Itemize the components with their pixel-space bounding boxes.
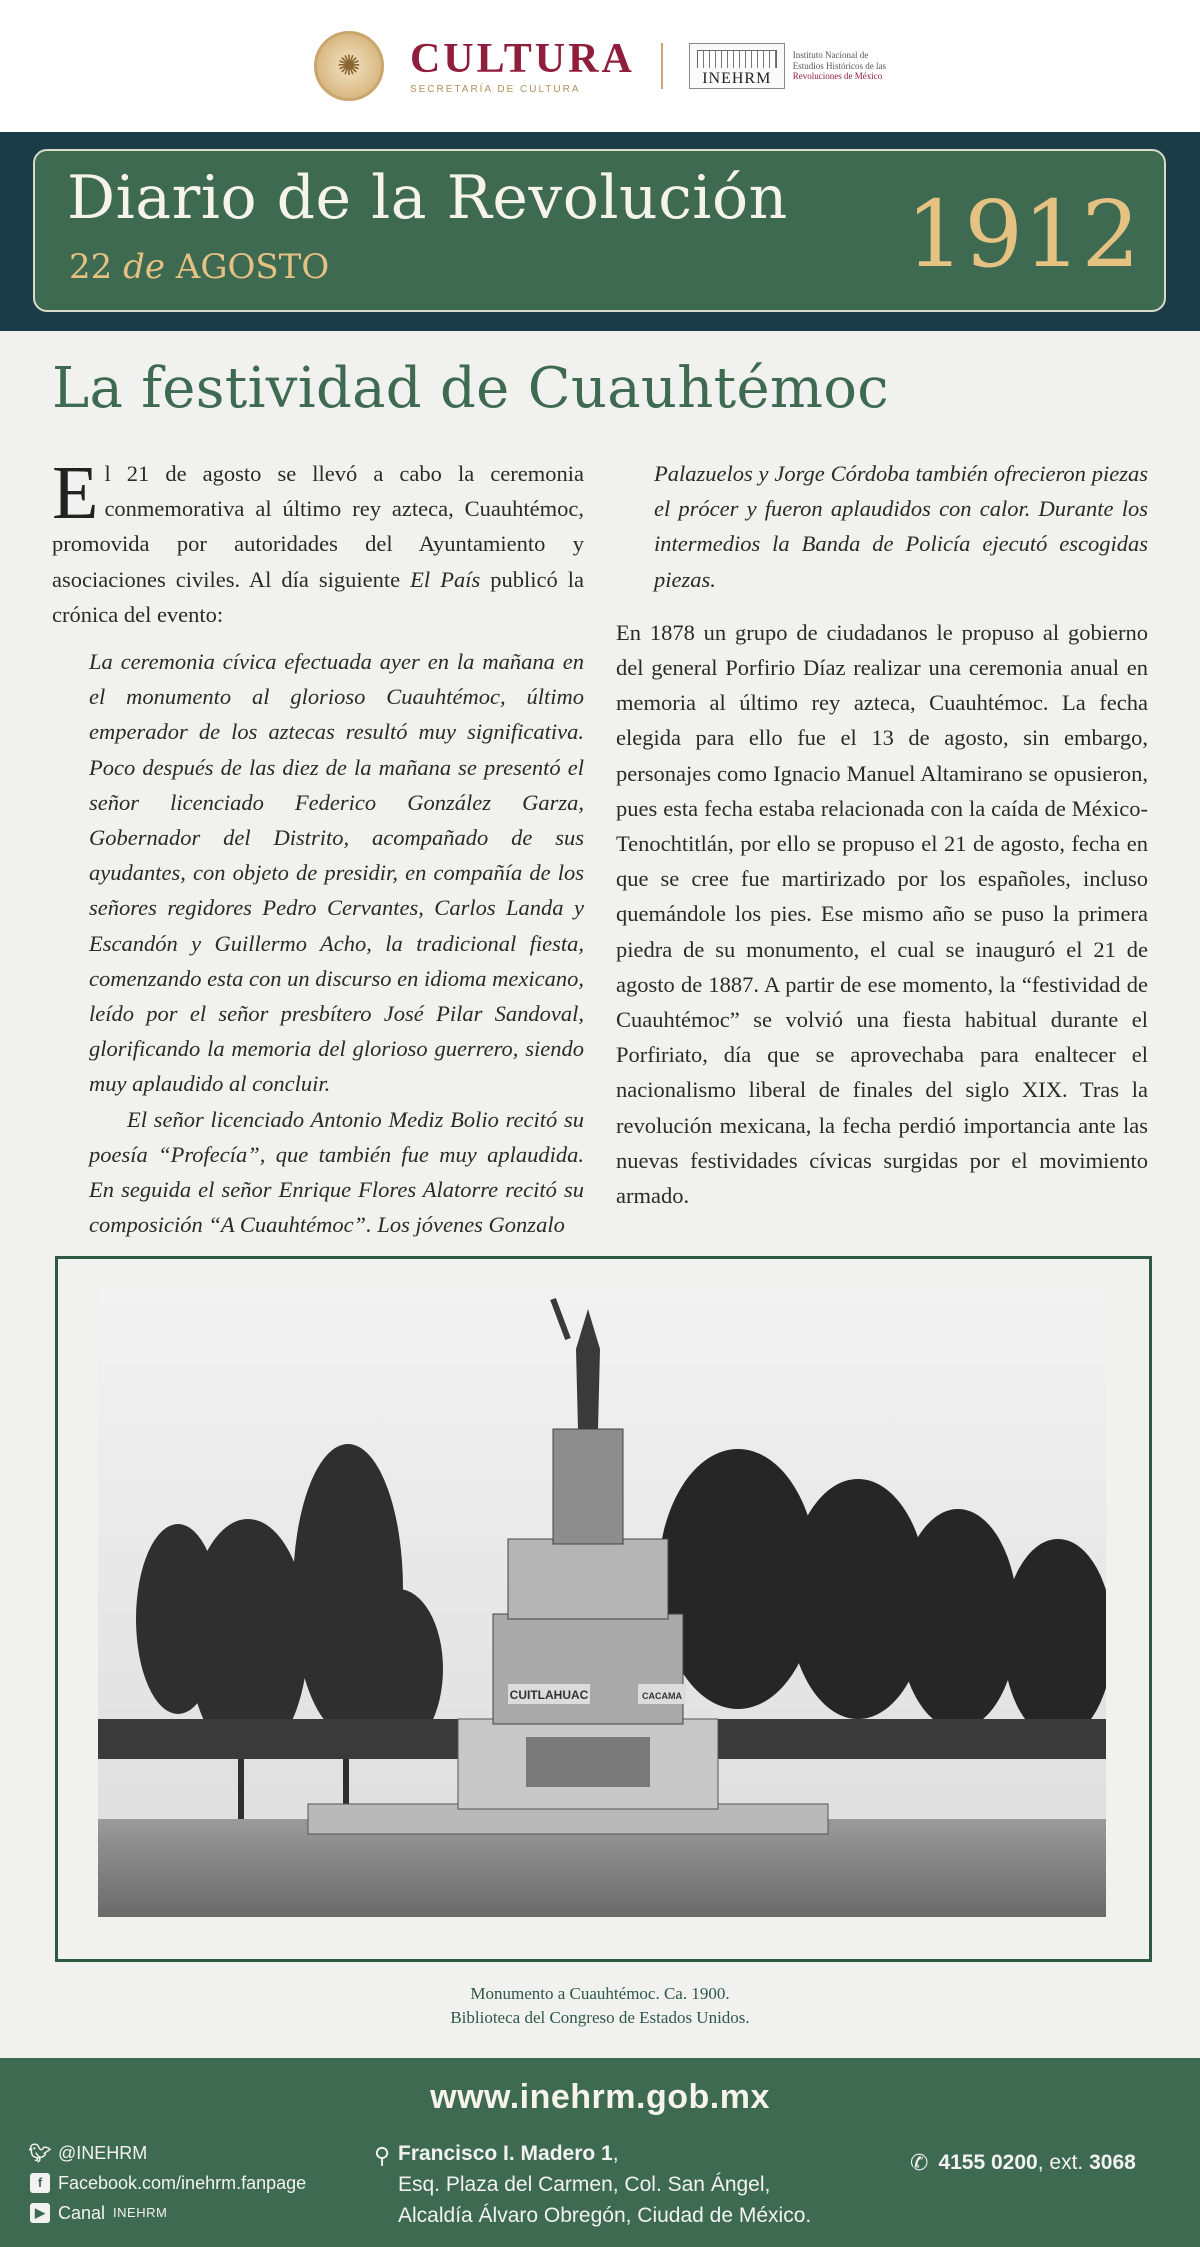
page-title: Diario de la Revolución [67,163,788,233]
logo-divider [661,43,663,89]
drop-cap: E [52,451,99,535]
quote-paragraph-1: La ceremonia cívica efectuada ayer en la mañana en el monumento al glorioso Cuauhtémoc, último emperador de los aztecas resultó muy significativa. Poco después de las diez de la mañana se presentó el señor licenciado Federico González Garza, Gobernador del Distrito, acompañado de sus ayudantes, con objeto de presidir, en compañía de los señores regidores Pedro Cervantes, Carlos Landa y Escandón y Guillermo Acho, la tradicional fiesta, comenzando esta con un discurso en idioma mexicano, leído por el señor presbítero José Pilar Sandoval, glorificando la memoria del glorioso guerrero, siendo muy aplaudido al concluir. [89,649,584,1097]
caption-line-2: Biblioteca del Congreso de Estados Unidos. [450,2008,750,2027]
facebook-link[interactable] [30,2168,306,2198]
social-links [30,2138,306,2228]
phone-icon: ✆ [910,2150,929,2175]
location-pin-icon: ⚲ [374,2143,391,2168]
inehrm-logo-text: INEHRM [702,70,772,88]
youtube-link[interactable] [30,2198,306,2228]
building-facade [697,50,777,68]
intro-text-2: publicó la crónica del evento: [52,566,584,627]
phone-number: 4155 0200 [938,2151,1038,2174]
article-column-right [616,456,1148,1213]
footer [0,2058,1200,2247]
phone-ext-label: , ext. [1037,2151,1084,2174]
intro-text-1: l 21 de agosto se llevó a cabo la ceremonia conmemorativa al último rey azteca, Cuauhtémoc, promovida por autoridades del Ayuntamiento y asociaciones civiles. Al día siguiente [52,461,584,592]
inehrm-desc-line: Revoluciones de México [792,71,883,82]
inehrm-desc-line: Estudios Históricos de las [792,60,887,71]
monument-photo [98,1289,1106,1917]
national-seal-icon: ✺ [314,31,384,101]
body-paragraph: En 1878 un grupo de ciudadanos le propuso al gobierno del general Porfirio Díaz realizar una ceremonia anual en memoria al último rey azteca, Cuauhtémoc. La fecha elegida para ello fue el 13 de agosto, sin embargo, personajes como Ignacio Manuel Altamirano se opusieron, pues esta fecha estaba relacionada con la caída de México-Tenochtitlán, por ello se propuso el 21 de agosto, fecha en que se cree fue martirizado por los españoles, incluso quemándole los pies. Ese mismo año se puso la primera piedra de su monumento, el cual se inauguró el 21 de agosto de 1887. A partir de ese momento, la “festividad de Cuauhtémoc” se volvió una fiesta habitual durante el Porfiriato, día que se aprovechaba para enaltecer el nacionalismo liberal de finales del siglo XIX. Tras la revolución mexicana, la fecha perdió importancia ante las nuevas festividades cívicas surgidas por el movimiento armado. [616,619,1148,1209]
photo-caption [0,1982,1200,2030]
monument-illustration [98,1289,1106,1917]
website-link[interactable]: www.inehrm.gob.mx [430,2078,770,2116]
facebook-url: Facebook.com/inehrm.fanpage [58,2173,307,2193]
plaque-cuitlahuac: CUITLAHUAC [509,1688,589,1702]
twitter-link[interactable] [30,2138,306,2168]
title-banner [0,132,1200,331]
quote-paragraph-2: El señor licenciado Antonio Mediz Bolio recitó su poesía “Profecía”, que también fue muy aplaudida. En seguida el señor Enrique Flores Alatorre recitó su composición “A Cuauhtémoc”. Los jóvenes Gonzalo [89,1106,584,1238]
inehrm-description [793,50,886,81]
youtube-channel: INEHRM [113,2205,168,2220]
facebook-icon: f [30,2173,50,2193]
inehrm-building-icon [689,43,785,89]
address-line-1 [398,2138,811,2169]
banner-date [69,247,329,287]
address-line-3: Alcaldía Álvaro Obregón, Ciudad de México. [398,2204,812,2227]
banner-de: de [123,247,165,287]
inehrm-logo[interactable] [689,43,886,89]
address-line-2: Esq. Plaza del Carmen, Col. San Ángel, [398,2173,771,2196]
banner-month: AGOSTO [175,247,330,287]
address [374,2138,812,2231]
twitter-handle: @INEHRM [58,2143,148,2163]
youtube-icon: ▶ [30,2203,50,2223]
cultura-title: CULTURA [409,35,635,82]
banner-day: 22 [69,247,113,287]
phone[interactable] [910,2150,1136,2176]
caption-line-1: Monumento a Cuauhtémoc. Ca. 1900. [470,1984,730,2003]
address-name: Francisco I. Madero 1 [398,2142,613,2165]
address-comma: , [612,2142,619,2165]
logo-bar [0,0,1200,132]
plaque-cacama: CACAMA [642,1691,682,1701]
article-column-left [52,451,584,1242]
title-banner-panel [33,149,1166,312]
cultura-subtitle: SECRETARÍA DE CULTURA [409,83,581,95]
intro-paragraph [52,451,584,632]
photo-frame [55,1256,1152,1962]
article-headline: La festividad de Cuauhtémoc [52,356,889,421]
youtube-prefix: Canal [58,2203,106,2223]
twitter-icon: 🐦︎ [28,2143,52,2163]
intro-source: El País [410,566,481,592]
quote-paragraph-2-continued: Palazuelos y Jorge Córdoba también ofrecieron piezas el prócer y fueron aplaudidos con calor. Durante los intermedios la Banda de Policía ejecutó escogidas piezas. [654,461,1148,592]
inehrm-desc-line: Instituto Nacional de [792,50,869,61]
banner-year: 1912 [905,181,1140,288]
phone-ext: 3068 [1089,2151,1136,2174]
cultura-logo[interactable] [409,35,635,95]
